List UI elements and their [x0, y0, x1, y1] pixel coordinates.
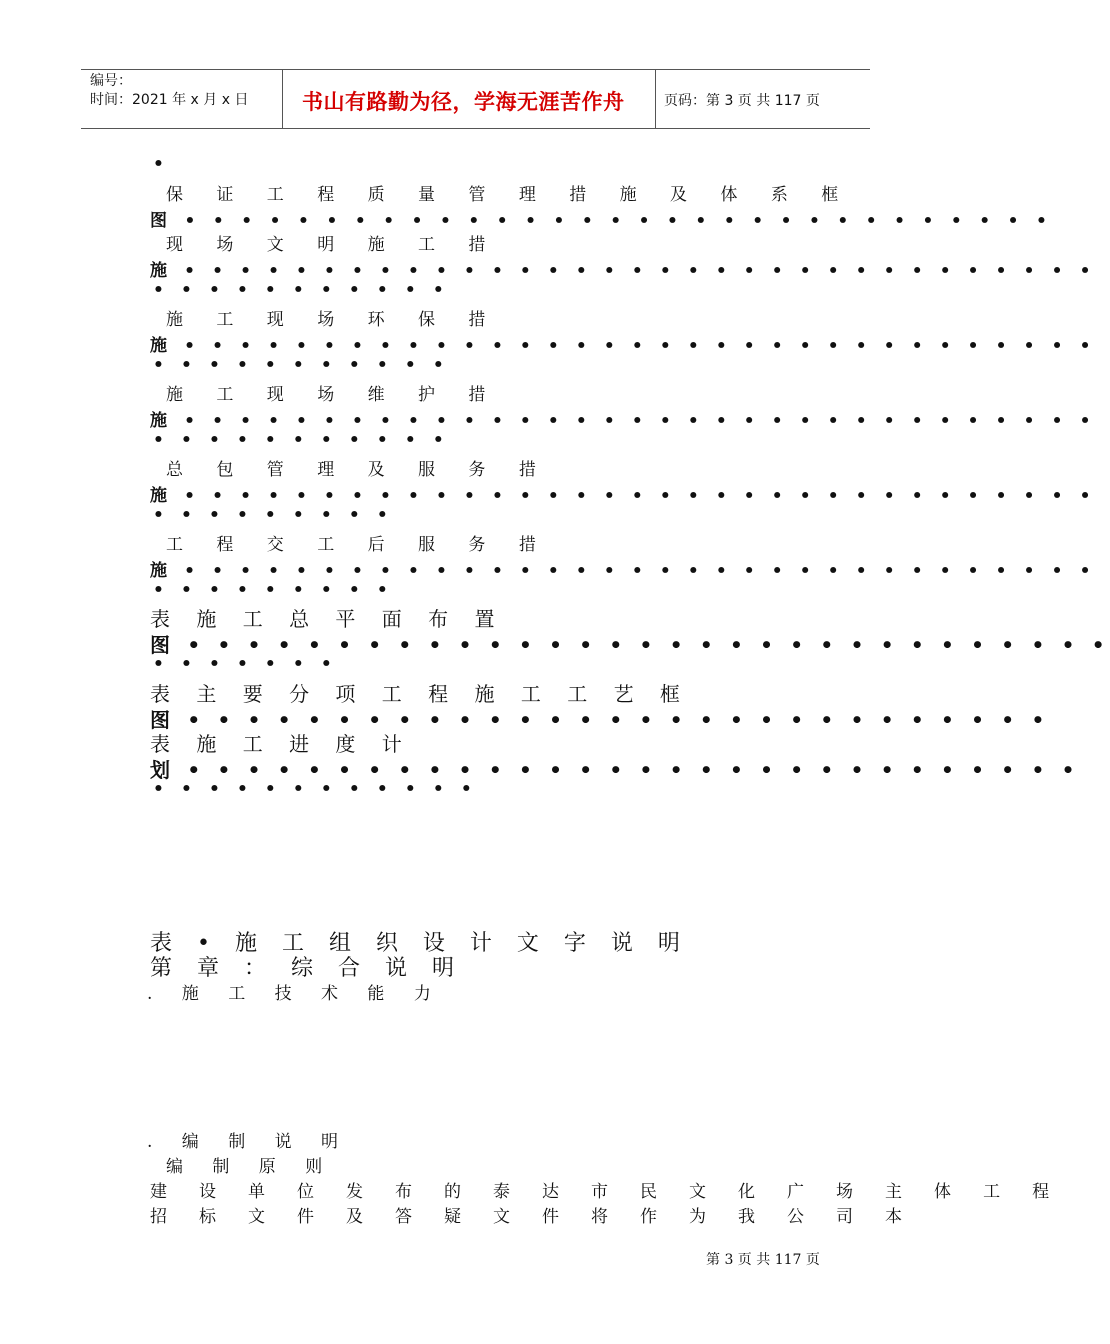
header-top-rule	[81, 69, 870, 70]
section-heading: . 施 工 技 术 能 力	[147, 984, 443, 1004]
toc-item-leader-continued: • • • • • • • • • • •	[153, 280, 450, 300]
toc-item-leader-continued: • • • • • • • • • • •	[153, 430, 450, 450]
paragraph-line: 招 标 文 件 及 答 疑 文 件 将 作 为 我 公 司 本	[150, 1207, 916, 1227]
toc-item-title[interactable]: 保 证 工 程 质 量 管 理 措 施 及 体 系 框	[166, 185, 853, 205]
toc-item-title[interactable]: 总 包 管 理 及 服 务 措	[166, 460, 550, 480]
document-code-label: 编号：	[90, 73, 132, 89]
section-heading: . 编 制 说 明	[147, 1132, 351, 1152]
header-divider-left	[282, 69, 283, 129]
table-title: 表 • 施 工 组 织 设 计 文 字 说 明	[150, 931, 689, 956]
header-motto: 书山有路勤为径，学海无涯苦作舟	[302, 90, 625, 114]
toc-table-leader-continued: • • • • • • •	[153, 654, 338, 674]
toc-item-title[interactable]: 工 程 交 工 后 服 务 措	[166, 535, 550, 555]
header-divider-right	[655, 69, 656, 129]
subsection-heading: 编 制 原 则	[166, 1157, 335, 1177]
toc-table-leader: 图 • • • • • • • • • • • • • • • • • • • • • • • • • • • • •	[150, 708, 1050, 732]
paragraph-line: 建 设 单 位 发 布 的 泰 达 市 民 文 化 广 场 主 体 工 程	[150, 1182, 1063, 1202]
toc-item-leader: 施 • • • • • • • • • • • • • • • • • • • • • • • • • • • • • • • • •	[150, 486, 1097, 506]
toc-table-title[interactable]: 表 施 工 总 平 面 布 置	[150, 607, 505, 631]
header-bottom-rule	[81, 128, 870, 129]
toc-table-leader: 图 • • • • • • • • • • • • • • • • • • • • • • • • • • • • • • •	[150, 633, 1110, 657]
toc-item-leader: 施 • • • • • • • • • • • • • • • • • • • • • • • • • • • • • • • • •	[150, 261, 1097, 281]
toc-table-leader-continued: • • • • • • • • • • • •	[153, 779, 478, 799]
footer-page-info: 第 3 页 共 117 页	[706, 1252, 820, 1268]
toc-item-leader: 施 • • • • • • • • • • • • • • • • • • • • • • • • • • • • • • • • •	[150, 411, 1097, 431]
toc-table-title[interactable]: 表 主 要 分 项 工 程 施 工 工 艺 框	[150, 682, 690, 706]
toc-item-leader-continued: • • • • • • • • •	[153, 505, 394, 525]
toc-item-leader: 施 • • • • • • • • • • • • • • • • • • • • • • • • • • • • • • • • •	[150, 336, 1097, 356]
toc-item-title[interactable]: 施 工 现 场 环 保 措	[166, 310, 500, 330]
document-date: 时间：2021 年 x 月 x 日	[90, 92, 249, 108]
toc-table-leader: 划 • • • • • • • • • • • • • • • • • • • • • • • • • • • • • •	[150, 758, 1080, 782]
toc-leading-bullet: •	[153, 154, 164, 174]
header-page-info: 页码：第 3 页 共 117 页	[664, 93, 820, 109]
toc-item-leader: 图 • • • • • • • • • • • • • • • • • • • • • • • • • • • • • • •	[150, 211, 1053, 231]
toc-item-leader: 施 • • • • • • • • • • • • • • • • • • • • • • • • • • • • • • • • •	[150, 561, 1097, 581]
toc-table-title[interactable]: 表 施 工 进 度 计	[150, 732, 412, 756]
toc-item-leader-continued: • • • • • • • • •	[153, 580, 394, 600]
toc-item-title[interactable]: 现 场 文 明 施 工 措	[166, 235, 500, 255]
chapter-heading: 第 章 ： 综 合 说 明	[150, 956, 463, 981]
toc-item-title[interactable]: 施 工 现 场 维 护 措	[166, 385, 500, 405]
toc-item-leader-continued: • • • • • • • • • • •	[153, 355, 450, 375]
